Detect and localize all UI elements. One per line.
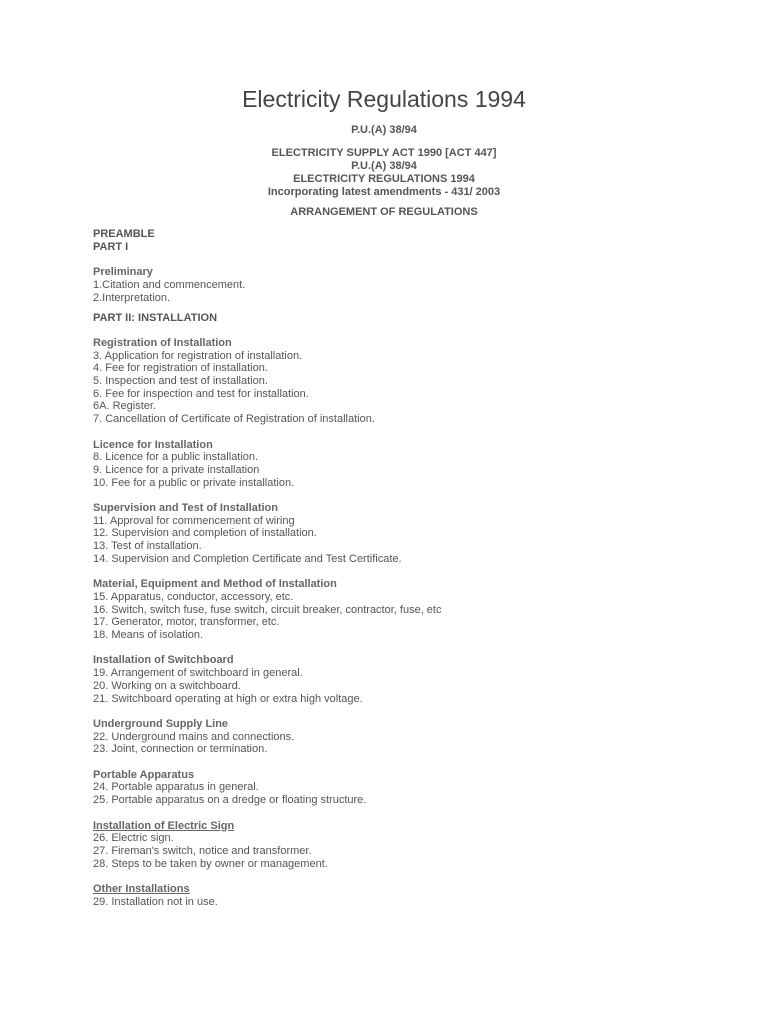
toc-item: 27. Fireman's switch, notice and transformer. <box>93 844 312 857</box>
toc-item: 20. Working on a switchboard. <box>93 679 241 692</box>
section-heading: Material, Equipment and Method of Installation <box>93 578 337 591</box>
section-heading: Installation of Electric Sign <box>93 819 235 832</box>
toc-item: 2.Interpretation. <box>93 291 171 304</box>
section-heading: Underground Supply Line <box>93 717 229 730</box>
toc-item: 29. Installation not in use. <box>93 895 218 908</box>
section-heading: Licence for Installation <box>93 438 213 451</box>
act-header-line: P.U.(A) 38/94 <box>351 160 417 172</box>
toc-item: 13. Test of installation. <box>93 540 202 553</box>
toc-item: 10. Fee for a public or private installation. <box>93 476 295 489</box>
section-heading: Registration of Installation <box>93 336 232 349</box>
table-of-contents <box>93 228 733 908</box>
toc-item: 6A. Register. <box>93 400 156 413</box>
toc-item: 3. Application for registration of installation. <box>93 349 303 362</box>
toc-item: 11. Approval for commencement of wiring <box>93 514 295 527</box>
section-heading: Preliminary <box>93 266 153 279</box>
section-heading: Other Installations <box>93 883 190 896</box>
toc-item: 6. Fee for inspection and test for installation. <box>93 387 309 400</box>
toc-item: 4. Fee for registration of installation. <box>93 362 268 375</box>
section-heading: Supervision and Test of Installation <box>93 502 278 515</box>
toc-section <box>93 769 733 807</box>
toc-section <box>93 439 733 490</box>
toc-item: 17. Generator, motor, transformer, etc. <box>93 616 280 629</box>
document-title: Electricity Regulations 1994 <box>242 86 526 112</box>
toc-item: 15. Apparatus, conductor, accessory, etc. <box>93 590 294 603</box>
act-header-line: ELECTRICITY REGULATIONS 1994 <box>293 173 475 185</box>
document-subtitle: P.U.(A) 38/94 <box>351 124 417 136</box>
preamble-heading: PREAMBLE <box>93 228 155 240</box>
toc-section <box>93 266 733 304</box>
toc-item: 7. Cancellation of Certificate of Registration of installation. <box>93 413 375 426</box>
part-heading: PART II: INSTALLATION <box>93 312 218 325</box>
toc-section <box>93 337 733 426</box>
part-heading: PART I <box>93 240 129 253</box>
section-heading: Portable Apparatus <box>93 768 195 781</box>
toc-item: 28. Steps to be taken by owner or management. <box>93 857 328 870</box>
toc-item: 5. Inspection and test of installation. <box>93 375 268 388</box>
act-header-block <box>0 147 768 199</box>
toc-item: 14. Supervision and Completion Certificate and Test Certificate. <box>93 552 402 565</box>
toc-item: 1.Citation and commencement. <box>93 278 246 291</box>
toc-section <box>93 578 733 642</box>
toc-section <box>93 820 733 871</box>
toc-item: 23. Joint, connection or termination. <box>93 743 268 756</box>
toc-item: 21. Switchboard operating at high or extra high voltage. <box>93 692 363 705</box>
toc-item: 12. Supervision and completion of installation. <box>93 527 317 540</box>
toc-item: 16. Switch, switch fuse, fuse switch, circuit breaker, contractor, fuse, etc <box>93 603 442 616</box>
toc-item: 18. Means of isolation. <box>93 629 204 642</box>
toc-item: 24. Portable apparatus in general. <box>93 781 259 794</box>
toc-section <box>93 883 733 908</box>
toc-item: 8. Licence for a public installation. <box>93 451 259 464</box>
act-header-line: ELECTRICITY SUPPLY ACT 1990 [ACT 447] <box>271 147 497 159</box>
toc-section <box>93 502 733 566</box>
toc-section <box>93 654 733 705</box>
toc-item: 9. Licence for a private installation <box>93 463 260 476</box>
toc-item: 25. Portable apparatus on a dredge or floating structure. <box>93 794 367 807</box>
toc-item: 26. Electric sign. <box>93 832 174 845</box>
toc-section <box>93 312 733 325</box>
section-heading: Installation of Switchboard <box>93 654 234 667</box>
arrangement-heading: ARRANGEMENT OF REGULATIONS <box>290 206 478 218</box>
toc-item: 22. Underground mains and connections. <box>93 730 295 743</box>
toc-item: 19. Arrangement of switchboard in general. <box>93 667 303 680</box>
toc-section <box>93 718 733 756</box>
act-header-line: Incorporating latest amendments - 431/ 2003 <box>267 186 501 198</box>
